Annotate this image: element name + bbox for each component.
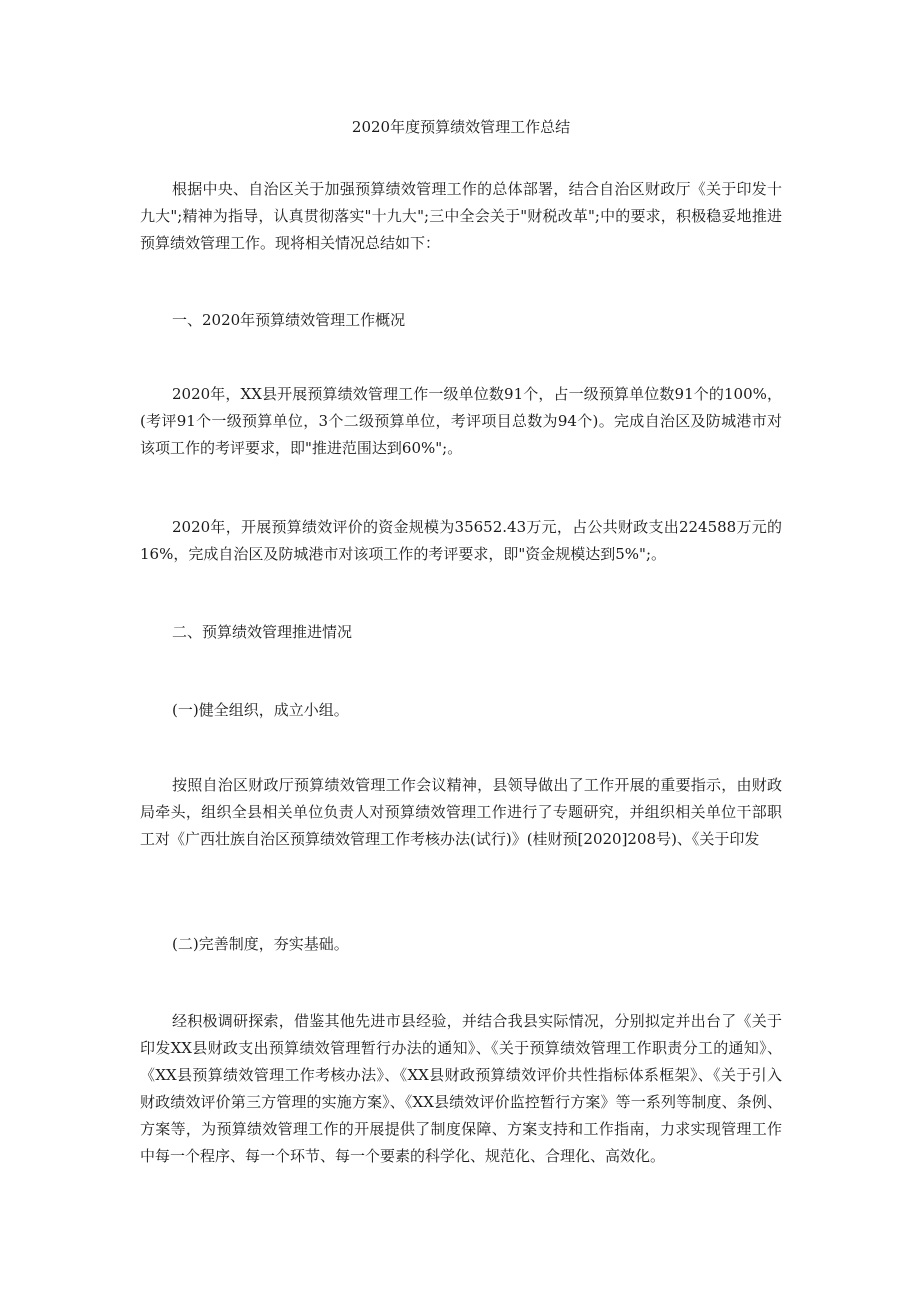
subsection-1-heading: (一)健全组织，成立小组。: [172, 701, 349, 719]
subsection-1-paragraph: 按照自治区财政厅预算绩效管理工作会议精神，县领导做出了工作开展的重要指示，由财政局牵头，组织全县相关单位负责人对预算绩效管理工作进行了专题研究，并组织相关单位干部职工对《广西壮族自治区预算绩效管理工作考核办法(试行)》(桂财预[2020]208号)、《关于印发: [140, 776, 782, 848]
section-1-heading: 一、2020年预算绩效管理工作概况: [172, 311, 406, 329]
subsection-2-paragraph: 经积极调研探索，借鉴其他先进市县经验，并结合我县实际情况，分别拟定并出台了《关于印发XX县财政支出预算绩效管理暂行办法的通知》、《关于预算绩效管理工作职责分工的通知》、《XX县预算绩效管理工作考核办法》、《XX县财政预算绩效评价共性指标体系框架》、《关于引入财政绩效评价第三方管理的实施方案》、《XX县绩效评价监控暂行方案》等一系列等制度、条例、方案等，为预算绩效管理工作的开展提供了制度保障、方案支持和工作指南，力求实现管理工作中每一个程序、每一个环节、每一个要素的科学化、规范化、合理化、高效化。: [140, 1012, 782, 1165]
section-1-paragraph-2: 2020年，开展预算绩效评价的资金规模为35652.43万元，占公共财政支出224588万元的16%，完成自治区及防城港市对该项工作的考评要求，即"资金规模达到5%";。: [140, 518, 782, 563]
subsection-2-heading: (二)完善制度，夯实基础。: [172, 935, 349, 953]
section-1-paragraph-1: 2020年，XX县开展预算绩效管理工作一级单位数91个，占一级预算单位数91个的100%，(考评91个一级预算单位，3个二级预算单位，考评项目总数为94个)。完成自治区及防城港市对该项工作的考评要求，即"推进范围达到60%";。: [140, 385, 782, 457]
intro-paragraph: 根据中央、自治区关于加强预算绩效管理工作的总体部署，结合自治区财政厅《关于印发十九大";精神为指导，认真贯彻落实"十九大";三中全会关于"财税改革";中的要求，积极稳妥地推进预算绩效管理工作。现将相关情况总结如下：: [140, 180, 782, 252]
document-title: 2020年度预算绩效管理工作总结: [351, 118, 571, 136]
section-2-heading: 二、预算绩效管理推进情况: [172, 623, 353, 641]
